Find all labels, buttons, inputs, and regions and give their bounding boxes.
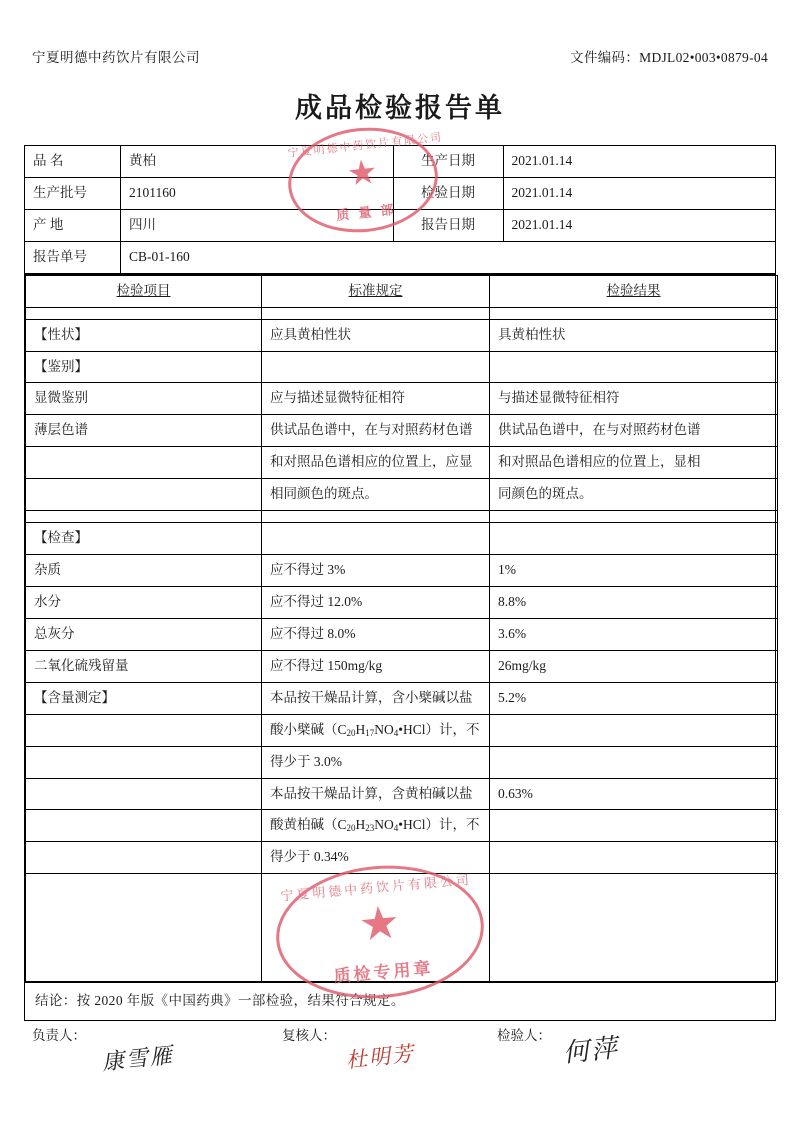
row-result: 1% bbox=[490, 555, 778, 587]
company-name: 宁夏明德中药饮片有限公司 bbox=[32, 50, 200, 65]
row-standard: 应具黄柏性状 bbox=[262, 319, 490, 351]
row-standard: 应不得过 12.0% bbox=[262, 586, 490, 618]
table-row bbox=[26, 842, 778, 874]
row-result: 5.2% bbox=[490, 682, 778, 714]
signature-reviewer-value: 杜明芳 bbox=[344, 1041, 417, 1073]
row-result: 与描述显微特征相符 bbox=[490, 383, 778, 415]
row-result: 0.63% bbox=[490, 778, 778, 810]
column-header-result-label: 检验结果 bbox=[606, 282, 661, 298]
table-row bbox=[26, 383, 778, 415]
row-standard: 相同颜色的斑点。 bbox=[262, 479, 490, 511]
row-result bbox=[490, 746, 778, 778]
row-result: 26mg/kg bbox=[490, 650, 778, 682]
row-result: 具黄柏性状 bbox=[490, 319, 778, 351]
row-standard: 应不得过 8.0% bbox=[262, 618, 490, 650]
table-row bbox=[26, 778, 778, 810]
column-header-standard-label: 标准规定 bbox=[348, 282, 403, 298]
row-result: 同颜色的斑点。 bbox=[490, 479, 778, 511]
conclusion-row bbox=[25, 983, 776, 1021]
document-number-label: 文件编码： bbox=[570, 50, 640, 65]
row-standard: 应不得过 3% bbox=[262, 555, 490, 587]
row-result bbox=[490, 810, 778, 842]
field-value-batch-no: 2101160 bbox=[121, 177, 394, 209]
results-table bbox=[24, 274, 776, 1022]
table-row bbox=[26, 351, 778, 383]
table-row bbox=[26, 447, 778, 479]
row-result bbox=[490, 351, 778, 383]
signature-reviewer-label: 复核人： bbox=[282, 1028, 336, 1044]
field-value-report-date: 2021.01.14 bbox=[503, 209, 776, 241]
field-label-product-name: 品 名 bbox=[25, 146, 121, 178]
row-standard: 得少于 0.34% bbox=[262, 842, 490, 874]
table-row bbox=[26, 650, 778, 682]
row-item: 薄层色谱 bbox=[26, 415, 262, 447]
document-number bbox=[570, 46, 768, 66]
field-value-inspection-date: 2021.01.14 bbox=[503, 177, 776, 209]
info-table bbox=[24, 145, 776, 274]
signature-responsible-value: 康雪雁 bbox=[100, 1043, 176, 1076]
conclusion-text: 结论：按 2020 年版《中国药典》一部检验，结果符合规定。 bbox=[25, 983, 776, 1021]
row-result bbox=[490, 714, 778, 746]
results-inner-table bbox=[25, 275, 778, 983]
signature-row bbox=[24, 1021, 776, 1079]
signature-table bbox=[24, 1021, 776, 1079]
row-item: 杂质 bbox=[26, 555, 262, 587]
table-row bbox=[26, 415, 778, 447]
row-item: 【含量测定】 bbox=[26, 682, 262, 714]
star-icon: ★ bbox=[356, 896, 403, 952]
signature-reviewer bbox=[274, 1021, 489, 1079]
row-item: 【检查】 bbox=[26, 523, 262, 555]
table-row bbox=[26, 746, 778, 778]
row-item: 显微鉴别 bbox=[26, 383, 262, 415]
row-item bbox=[26, 810, 262, 842]
row-item: 【性状】 bbox=[26, 319, 262, 351]
field-label-batch-no: 生产批号 bbox=[25, 177, 121, 209]
table-row bbox=[26, 810, 778, 842]
signature-inspector-value: 何萍 bbox=[561, 1033, 621, 1070]
table-row bbox=[26, 523, 778, 555]
table-row bbox=[26, 319, 778, 351]
table-row bbox=[26, 618, 778, 650]
table-row bbox=[26, 586, 778, 618]
field-value-origin: 四川 bbox=[121, 209, 394, 241]
field-value-report-no: CB-01-160 bbox=[121, 241, 776, 273]
spacer-row bbox=[26, 511, 778, 523]
stamp-bottom-sub-text: 质检专用章 bbox=[332, 958, 435, 987]
row-standard: 和对照品色谱相应的位置上，应显 bbox=[262, 447, 490, 479]
spacer-row bbox=[26, 874, 778, 982]
row-standard: 酸黄柏碱$(C_{20}H_{23}NO_4•HCl)$计，不 bbox=[262, 810, 490, 842]
row-standard: 供试品色谱中，在与对照药材色谱 bbox=[262, 415, 490, 447]
column-header-result bbox=[490, 275, 778, 307]
row-result bbox=[490, 523, 778, 555]
row-item bbox=[26, 746, 262, 778]
field-value-production-date: 2021.01.14 bbox=[503, 146, 776, 178]
row-item bbox=[26, 714, 262, 746]
row-item: 二氧化硫残留量 bbox=[26, 650, 262, 682]
spacer-row bbox=[26, 307, 778, 319]
row-standard: 应与描述显微特征相符 bbox=[262, 383, 490, 415]
row-standard bbox=[262, 351, 490, 383]
row-item: 总灰分 bbox=[26, 618, 262, 650]
field-label-report-date: 报告日期 bbox=[393, 209, 503, 241]
field-label-report-no: 报告单号 bbox=[25, 241, 121, 273]
column-header-item bbox=[26, 275, 262, 307]
star-icon: ★ bbox=[345, 153, 380, 194]
results-table-header bbox=[25, 274, 776, 983]
column-header-item-label: 检验项目 bbox=[116, 282, 171, 298]
column-header-standard bbox=[262, 275, 490, 307]
field-label-origin: 产 地 bbox=[25, 209, 121, 241]
table-row bbox=[26, 682, 778, 714]
field-label-inspection-date: 检验日期 bbox=[393, 177, 503, 209]
row-item bbox=[26, 842, 262, 874]
table-row bbox=[25, 177, 776, 209]
signature-inspector-label: 检验人： bbox=[497, 1028, 551, 1044]
row-result: 8.8% bbox=[490, 586, 778, 618]
signature-responsible bbox=[24, 1021, 274, 1079]
table-row bbox=[26, 555, 778, 587]
page-title: 成品检验报告单 bbox=[295, 93, 505, 123]
row-item bbox=[26, 778, 262, 810]
page-header bbox=[24, 46, 776, 72]
column-header-row bbox=[26, 275, 778, 307]
field-label-production-date: 生产日期 bbox=[393, 146, 503, 178]
row-standard: 本品按干燥品计算，含黄柏碱以盐 bbox=[262, 778, 490, 810]
stamp-top-sub-text: 质 量 部 bbox=[335, 201, 398, 223]
table-row bbox=[26, 714, 778, 746]
row-standard: 酸小檗碱$(C_{20}H_{17}NO_4•HCl)$计，不 bbox=[262, 714, 490, 746]
row-result: 和对照品色谱相应的位置上，显相 bbox=[490, 447, 778, 479]
row-result: 3.6% bbox=[490, 618, 778, 650]
signature-responsible-label: 负责人： bbox=[32, 1028, 86, 1044]
row-standard bbox=[262, 523, 490, 555]
row-standard: 本品按干燥品计算，含小檗碱以盐 bbox=[262, 682, 490, 714]
stamp-top-arc-text: 宁夏明德中药饮片有限公司 bbox=[287, 131, 444, 160]
table-row bbox=[26, 479, 778, 511]
row-standard: 得少于 3.0% bbox=[262, 746, 490, 778]
row-item: 水分 bbox=[26, 586, 262, 618]
row-standard: 应不得过 150mg/kg bbox=[262, 650, 490, 682]
row-result bbox=[490, 842, 778, 874]
row-result: 供试品色谱中，在与对照药材色谱 bbox=[490, 415, 778, 447]
stamp-bottom-arc-text: 宁夏明德中药饮片有限公司 bbox=[279, 871, 473, 904]
row-item bbox=[26, 479, 262, 511]
document-number-value: MDJL02•003•0879-04 bbox=[639, 50, 768, 65]
row-item bbox=[26, 447, 262, 479]
table-row bbox=[25, 209, 776, 241]
signature-inspector bbox=[489, 1021, 776, 1079]
field-value-product-name: 黄柏 bbox=[121, 146, 394, 178]
table-row bbox=[25, 146, 776, 178]
row-item: 【鉴别】 bbox=[26, 351, 262, 383]
table-row bbox=[25, 241, 776, 273]
